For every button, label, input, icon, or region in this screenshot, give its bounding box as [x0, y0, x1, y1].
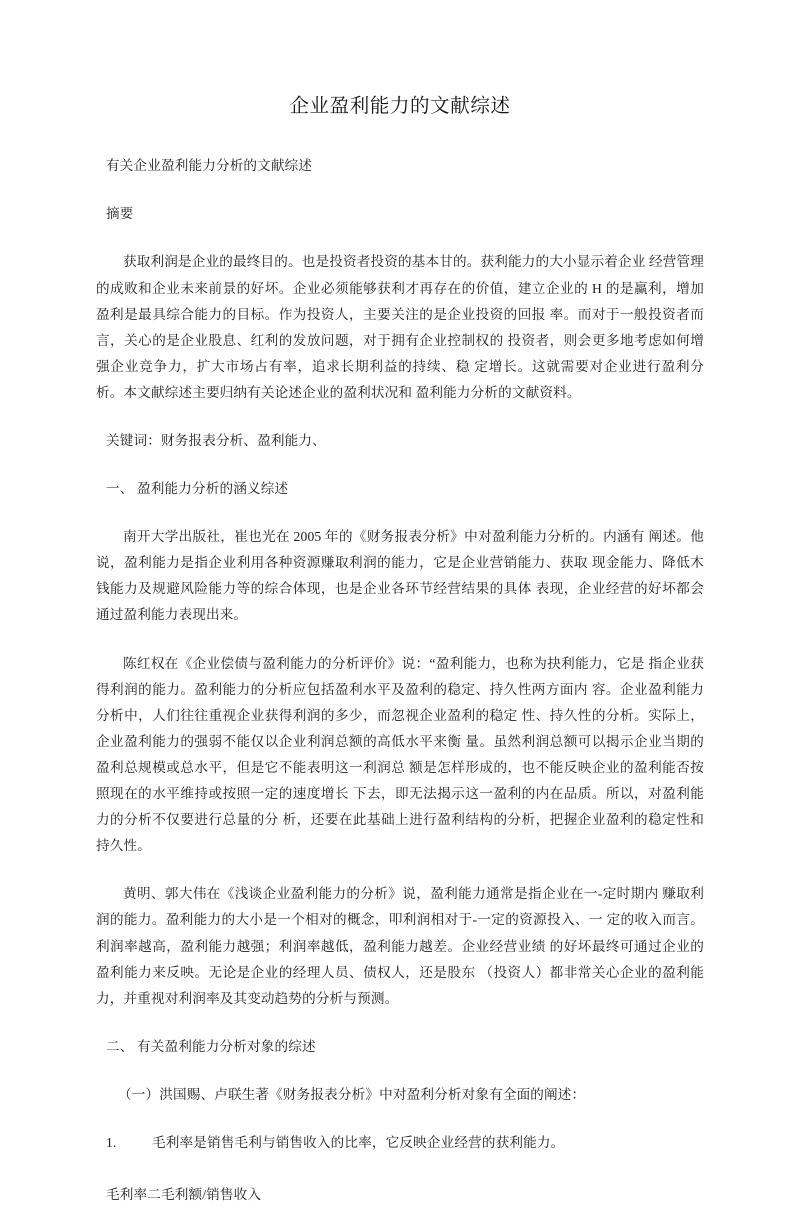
spacer: [96, 629, 704, 651]
spacer: [96, 1156, 704, 1182]
section-two-subsection-1: （一）洪国赐、卢联生著《财务报表分析》中对盈利分析对象有全面的阐述：: [118, 1086, 586, 1102]
section-one-paragraph-3: 黄明、郭大伟在《浅谈企业盈利能力的分析》说，盈利能力通常是指企业在一-定时期内 赚取利润的能力。盈利能力的大小是一个相对的概念，叩利润相对于-一定的资源投入、一 定的收入而言。利润率越高，盈利能力越强；利润率越低，盈利能力越差。企业经营业绩 的好坏最终可通过企业的盈利能力来反映。无论是企业的经理人员、债权人，还是股东 （投资人）都非常关心企业的盈利能力，并重视对利润率及其变动趋势的分析与预测。: [96, 886, 704, 1006]
spacer: [96, 121, 704, 153]
abstract-body: 获取利润是企业的最终目的。也是投资者投资的基本甘的。获利能力的大小显示着企业 经营管理的成败和企业未来前景的好坏。企业必须能够获利才再存在的价值，建立企业的 H 的是赢利，增加盈利是最具综合能力的目标。作为投资人，主要关注的是企业投资的回报 率。而对于一般投资者而言，关心的是企业股息、红利的发放问题，对于拥有企业控制权的 投资者，则会更多地考虑如何增强企业竞争力，扩大市场占有率，追求长期利益的持续、稳 定增长。这就需要对企业进行盈利分析。本文献综述主要归纳有关论述企业的盈利状况和 盈利能力分析的文献资料。: [96, 254, 704, 400]
spacer: [96, 502, 704, 524]
spacer: [96, 1108, 704, 1130]
section-one-heading: 一、 盈利能力分析的涵义综述: [106, 481, 289, 497]
spacer: [96, 1060, 704, 1082]
section-two-heading: 二、 有关盈利能力分析对象的综述: [106, 1038, 316, 1054]
keywords-line: 关键词：财务报表分析、盈利能力、: [106, 433, 326, 448]
spacer: [96, 406, 704, 428]
document-subtitle: 有关企业盈利能力分析的文献综述: [106, 158, 313, 174]
abstract-heading: 摘要: [106, 206, 134, 222]
list-item-number: 1.: [106, 1134, 117, 1150]
formula-line: 毛利率二毛利额/销售收入: [106, 1187, 262, 1203]
spacer: [96, 859, 704, 881]
section-one-paragraph-2: 陈红权在《企业偿债与盈利能力的分析评价》说：“盈利能力，也称为抉利能力，它是 指企业获得利润的能力。盈利能力的分析应包括盈利水平及盈利的稳定、持久性两方面内 容。企业盈利能力分析中，人们往往重视企业获得利润的多少，而忽视企业盈利的稳定 性、持久性的分析。实际上，企业盈利能力的强弱不能仅以企业利润总额的高低水平来衡 量。虽然利润总额可以揭示企业当期的盈利总规模或总水平，但是它不能表明这一利润总 额是怎样形成的，也不能反映企业的盈利能否按照现在的水平维持或按照一定的速度增长 下去，即无法揭示这一盈利的内在品质。所以，对盈利能力的分析不仅要进行总量的分 析，还要在此基础上进行盈利结构的分析，把握企业盈利的稳定性和持久性。: [96, 655, 704, 854]
list-item-label: 毛利率是销售毛利与销售收入的比率，它反映企业经营的获利能力。: [152, 1134, 565, 1150]
spacer: [96, 179, 704, 201]
page-title: 企业盈利能力的文献综述: [289, 96, 511, 117]
section-one-paragraph-1: 南开大学出版社，崔也光在 2005 年的《财务报表分析》中对盈利能力分析的。内涵有 阐述。他说，盈利能力是指企业利用各种资源赚取利润的能力，它是企业营销能力、获取 现金能力、降低木钱能力及规避风险能力等的综合体现，也是企业各环节经营结果的具体 表现，企业经营的好坏都会通过盈利能力表现出来。: [96, 529, 704, 623]
spacer: [96, 454, 704, 476]
spacer: [96, 1012, 704, 1034]
list-item: [96, 1130, 704, 1156]
spacer: [96, 227, 704, 249]
document-content: [96, 92, 704, 1208]
